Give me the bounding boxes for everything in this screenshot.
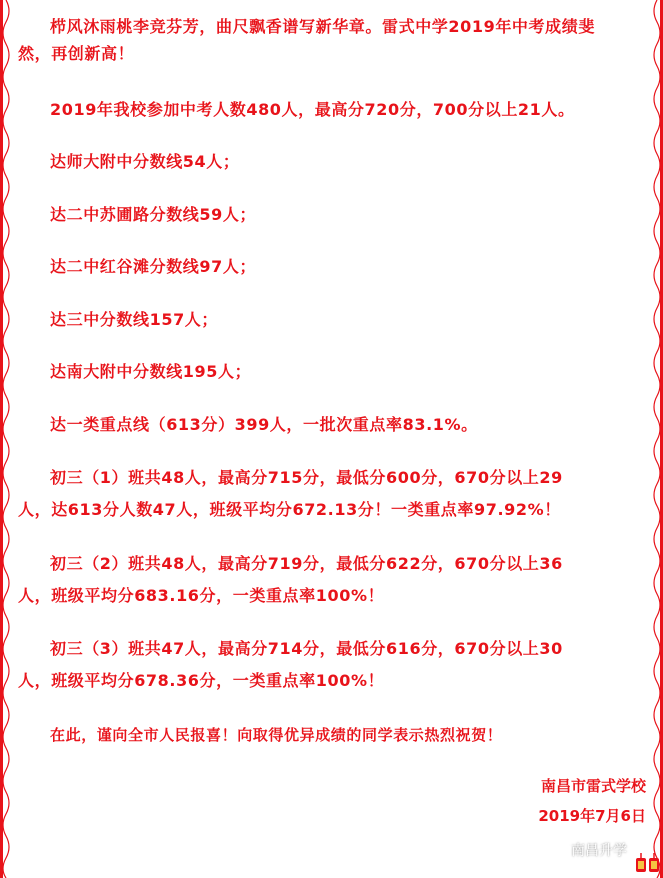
threshold-item: 达三中分数线157人； xyxy=(50,310,218,329)
class-1-line-1: 初三（1）班共48人，最高分715分，最低分600分，670分以上29 xyxy=(50,468,563,487)
class-3-line-2: 人，班级平均分678.36分，一类重点率100%！ xyxy=(18,671,385,690)
intro-line-2: 然，再创新高！ xyxy=(18,44,135,63)
threshold-item: 达师大附中分数线54人； xyxy=(50,152,240,171)
class-2-line-2: 人，班级平均分683.16分，一类重点率100%！ xyxy=(18,586,385,605)
summary-line: 2019年我校参加中考人数480人，最高分720分，700分以上21人。 xyxy=(50,100,575,119)
announcement-body xyxy=(18,0,646,878)
closing-line: 在此，谨向全市人民报喜！向取得优异成绩的同学表示热烈祝贺！ xyxy=(50,726,503,744)
threshold-item: 达南大附中分数线195人； xyxy=(50,362,252,381)
threshold-item: 达二中苏圃路分数线59人； xyxy=(50,205,257,224)
class-1-line-2: 人，达613分人数47人，班级平均分672.13分！一类重点率97.92%！ xyxy=(18,500,561,519)
threshold-item: 达一类重点线（613分）399人，一批次重点率83.1%。 xyxy=(50,415,478,434)
signature-organization: 南昌市雷式学校 xyxy=(540,777,646,795)
left-decorative-border xyxy=(0,0,12,878)
intro-line-1: 栉风沐雨桃李竞芬芳，曲尺飘香谱写新华章。雷式中学2019年中考成绩斐 xyxy=(50,17,595,36)
corner-lantern-icon xyxy=(634,850,662,878)
wechat-icon xyxy=(545,839,567,861)
class-3-line-1: 初三（3）班共47人，最高分714分，最低分616分，670分以上30 xyxy=(50,639,563,658)
right-decorative-border xyxy=(651,0,663,878)
threshold-item: 达二中红谷滩分数线97人； xyxy=(50,257,257,276)
signature-date: 2019年7月6日 xyxy=(538,807,646,825)
watermark-text: 南昌升学 xyxy=(571,843,627,859)
watermark xyxy=(545,836,627,864)
class-2-line-1: 初三（2）班共48人，最高分719分，最低分622分，670分以上36 xyxy=(50,554,563,573)
